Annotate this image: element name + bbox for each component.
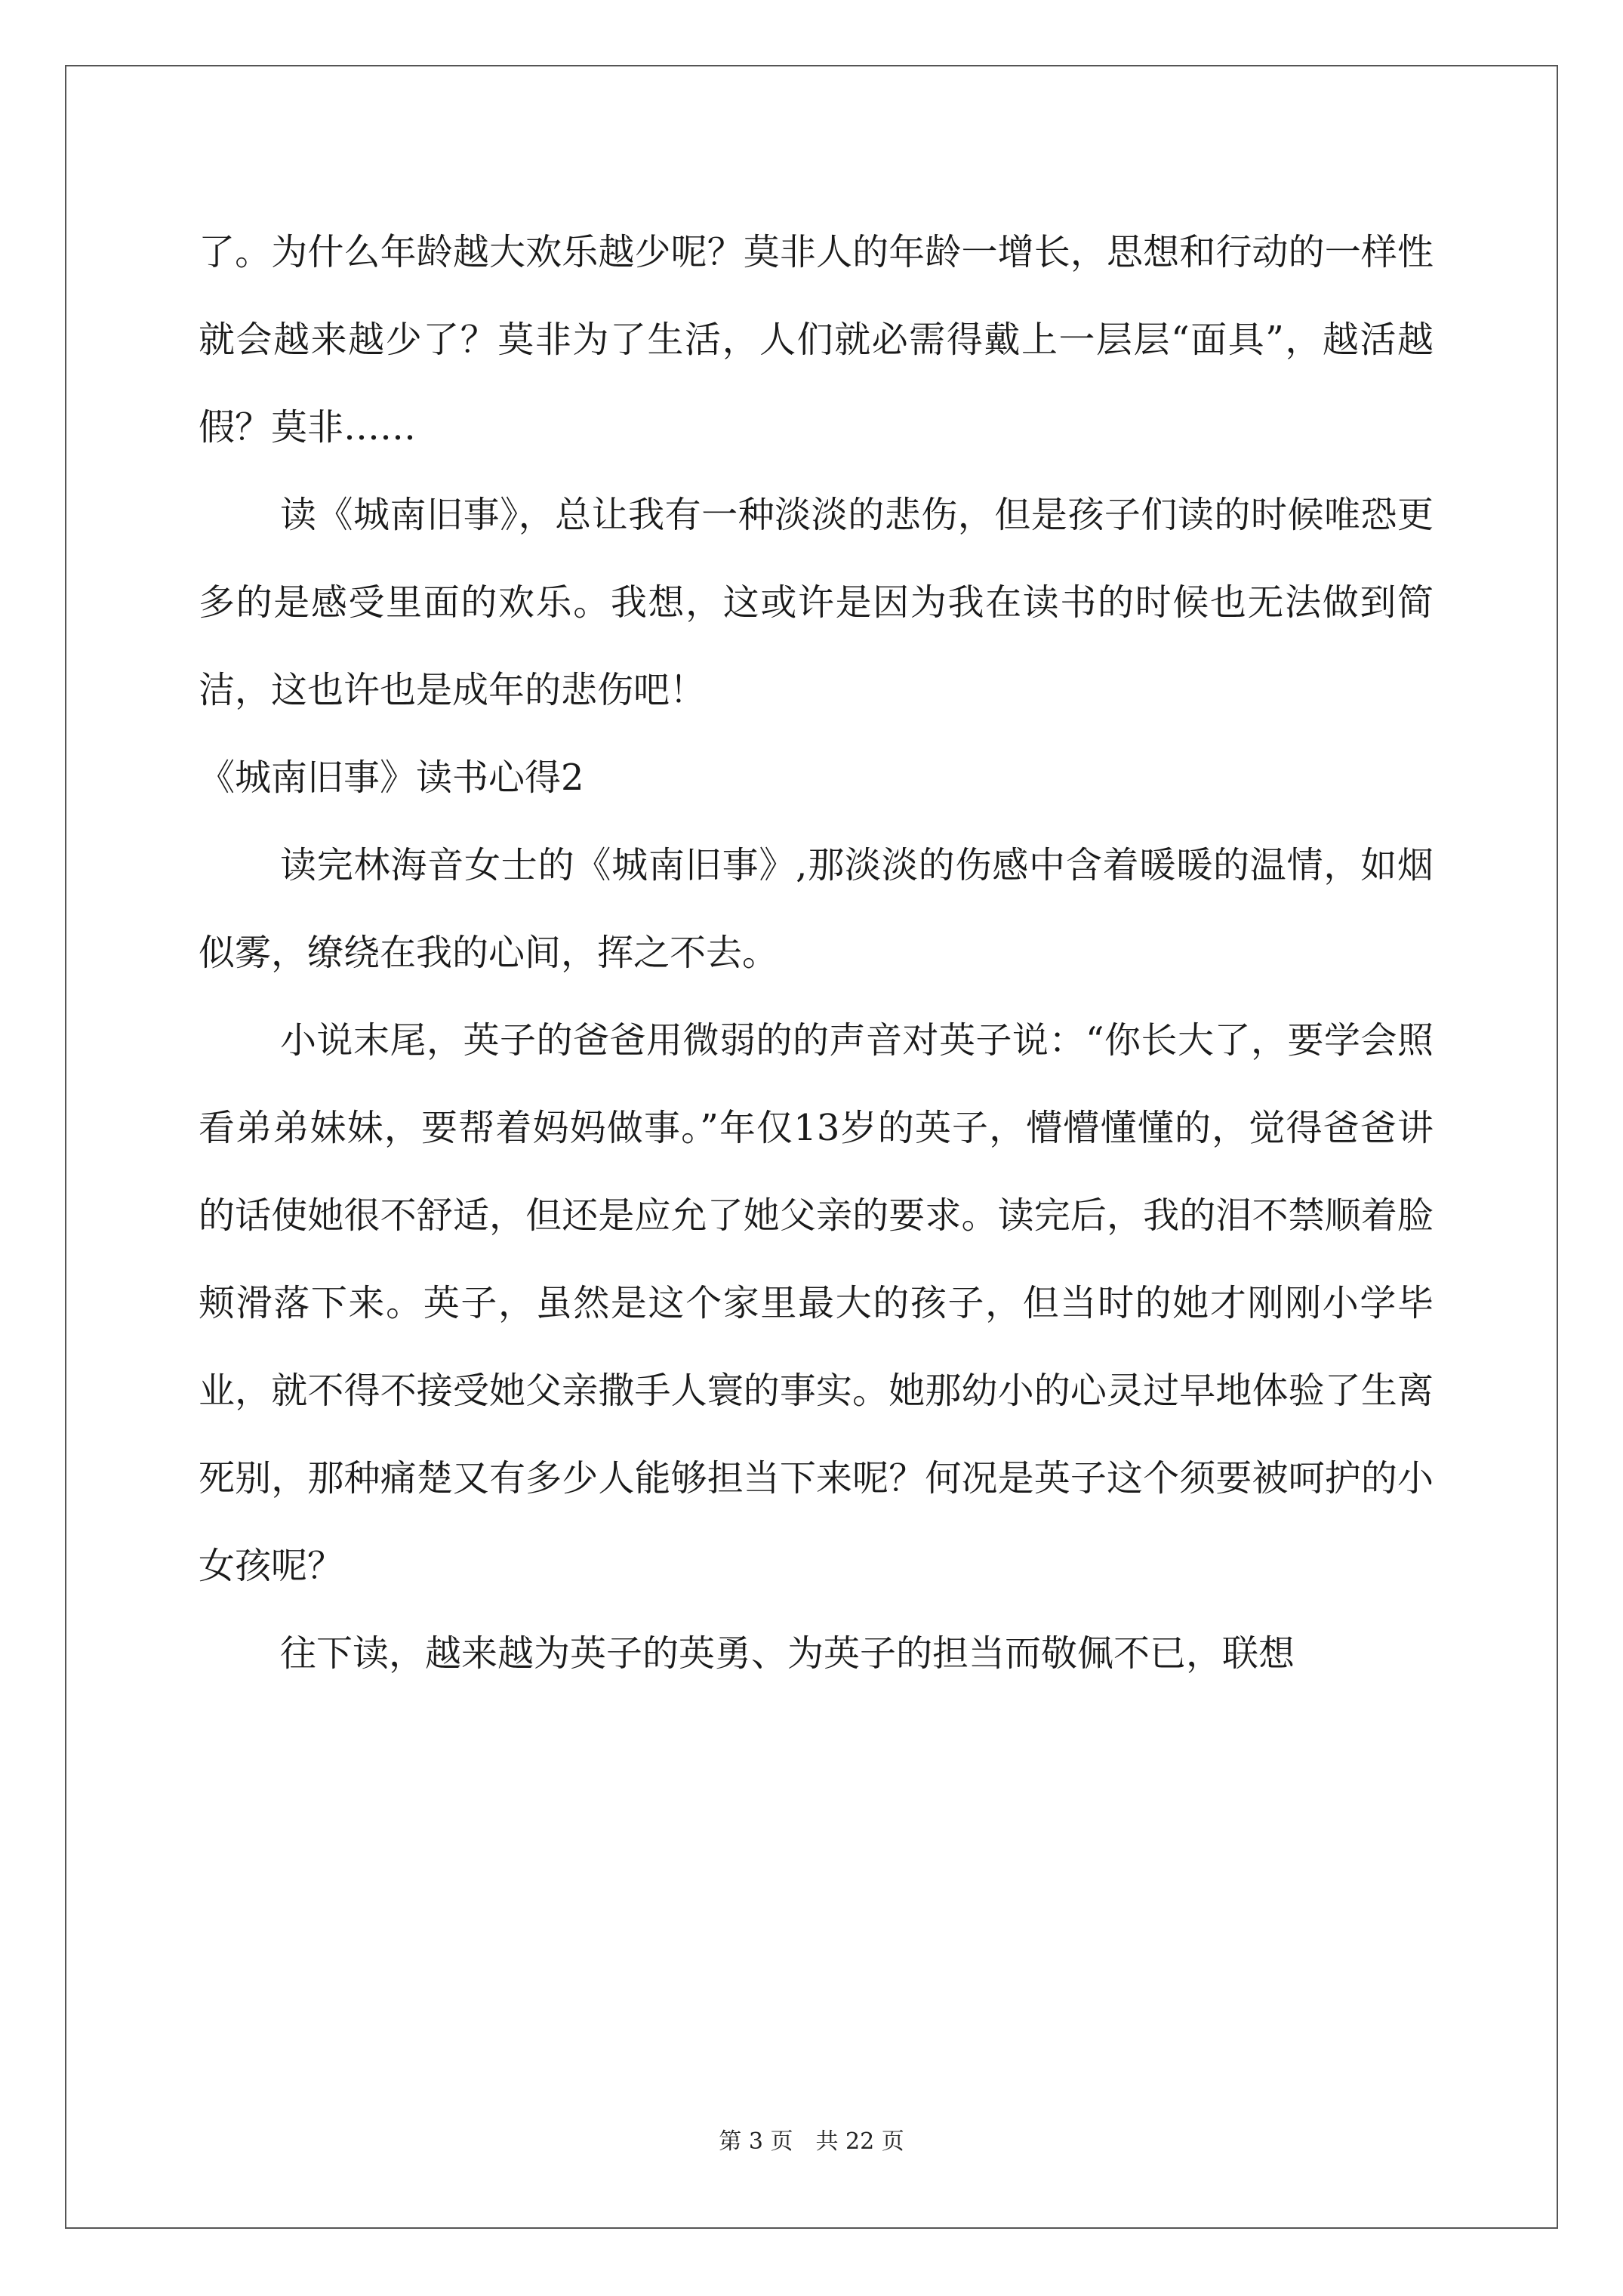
paragraph: 读《城南旧事》，总让我有一种淡淡的悲伤，但是孩子们读的时候唯恐更多的是感受里面的欢乐。我想，这或许是因为我在读书的时候也无法做到简洁，这也许也是成年的悲伤吧！ [199,494,1434,711]
paragraph: 往下读，越来越为英子的英勇、为英子的担当而敬佩不已，联想 [280,1632,1295,1675]
document-body [199,208,1434,1697]
paragraph: 小说末尾，英子的爸爸用微弱的的声音对英子说：“你长大了，要学会照看弟弟妹妹，要帮着妈妈做事。”年仅13岁的英子，懵懵懂懂的，觉得爸爸讲的话使她很不舒适，但还是应允了她父亲的要求。读完后，我的泪不禁顺着脸颊滑落下来。英子，虽然是这个家里最大的孩子，但当时的她才刚刚小学毕业，就不得不接受她父亲撒手人寰的事实。她那幼小的心灵过早地体验了生离死别，那种痛楚又有多少人能够担当下来呢？何况是英子这个须要被呵护的小女孩呢？ [199,1019,1434,1587]
paragraph-continuation: 了。为什么年龄越大欢乐越少呢？莫非人的年龄一增长，思想和行动的一样性就会越来越少了？莫非为了生活，人们就必需得戴上一层层“面具”，越活越假？莫非…… [199,231,1434,448]
section-heading: 《城南旧事》读书心得2 [199,757,584,799]
paragraph: 读完林海音女士的《城南旧事》,那淡淡的伤感中含着暖暖的温情，如烟似雾，缭绕在我的心间，挥之不去。 [199,844,1434,974]
page-number-footer: 第 3 页 共 22 页 [719,2128,904,2155]
